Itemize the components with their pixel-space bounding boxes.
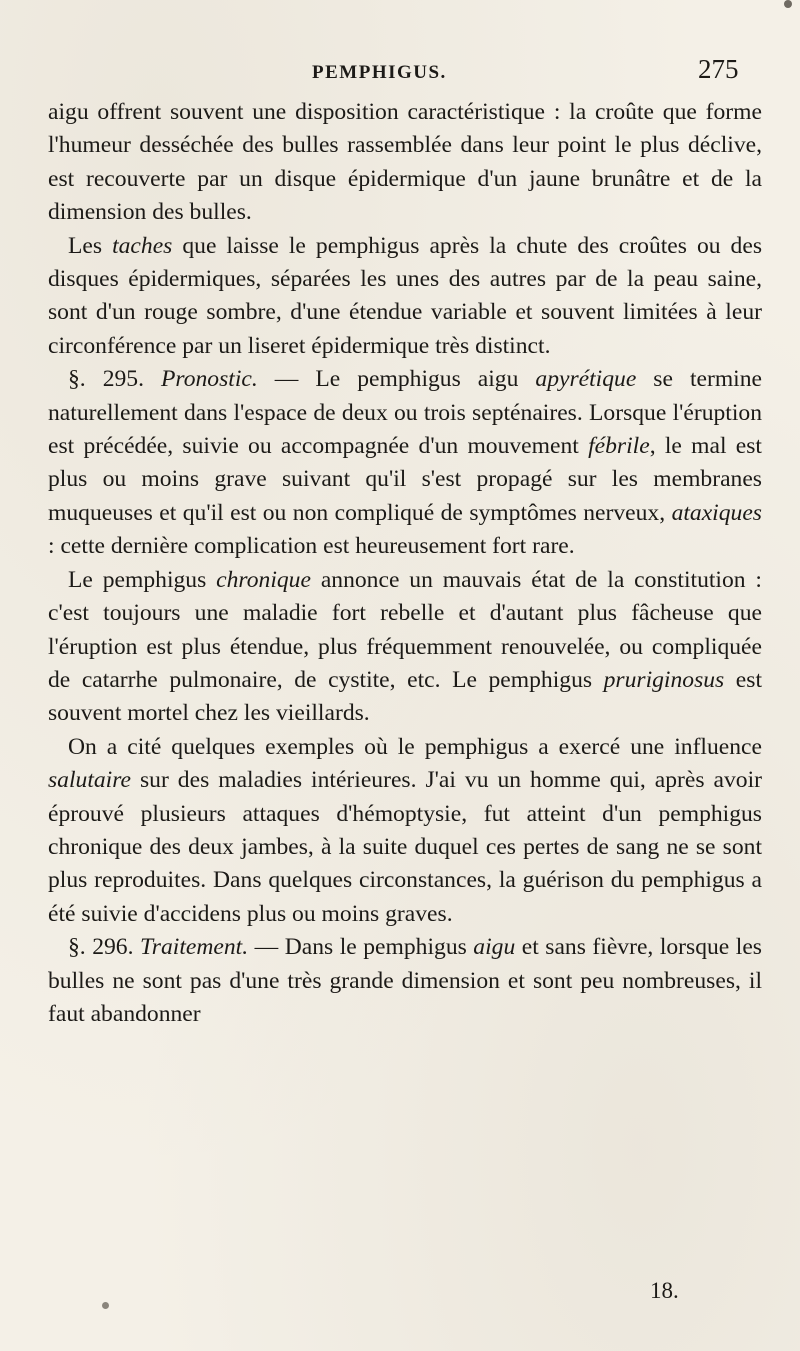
- text-run: — Dans le pemphigus: [248, 934, 474, 961]
- text-run: est souvent mortel chez les vieillards.: [48, 666, 762, 727]
- body-text: [48, 96, 762, 1031]
- text-run: Le pemphigus: [68, 566, 217, 593]
- section-heading: Traitement.: [139, 934, 249, 961]
- paragraph-traitement: [48, 931, 762, 1031]
- section-heading: Pronostic.: [160, 366, 258, 393]
- text-run: , le mal est plus ou moins grave suivant qu'il s'est propagé sur les membranes muqueuses et qu'il est ou non compliqué de symptômes nerveux,: [48, 433, 762, 526]
- text-run: se termine naturellement dans l'espace de deux ou trois septénaires. Lorsque l'éruption est précédée, suivie ou accompagnée d'un mouvement: [48, 366, 763, 460]
- italic-term: ataxiques: [671, 499, 762, 526]
- paragraph-chronique: [48, 564, 762, 731]
- ink-speck: [784, 0, 792, 8]
- text-run: sur des maladies intérieures. J'ai vu un homme qui, après avoir éprouvé plusieurs attaques d'hémoptysie, fut atteint d'un pemphigus chronique des deux jambes, à la suite duquel ces pertes de sang ne se sont plus reproduites. Dans quelques circonstances, la guérison du pemphigus a été suivie d'accidens plus ou moins graves.: [48, 767, 762, 927]
- page-number: 275: [698, 54, 739, 84]
- text-run: — Le pemphigus aigu: [257, 366, 536, 393]
- paragraph-pronostic: [48, 363, 762, 563]
- running-title: PEMPHIGUS.: [312, 62, 447, 83]
- signature-mark: 18.: [650, 1278, 679, 1303]
- text-run: annonce un mauvais état de la constitution : c'est toujours une maladie fort rebelle et d'autant plus fâcheuse que l'éruption est plus étendue, plus fréquemment renouvelée, ou compliquée de catarrhe pulmonaire, de cystite, etc. Le pemphigus: [48, 566, 762, 693]
- italic-term: chronique: [216, 566, 311, 593]
- text-run: et sans fièvre, lorsque les bulles ne sont pas d'une très grande dimension et sont peu nombreuses, il faut abandonner: [48, 934, 762, 1027]
- section-number: §. 296.: [68, 934, 140, 961]
- italic-term: salutaire: [48, 767, 132, 794]
- italic-term: pruriginosus: [603, 666, 725, 693]
- paragraph-continuation: [48, 96, 762, 230]
- text-run: que laisse le pemphigus après la chute des croûtes ou des disques épidermiques, séparées les unes des autres par de la peau saine, sont d'un rouge sombre, d'une étendue variable et souvent limitées à leur circonférence par un liseret épidermique très distinct.: [48, 232, 762, 359]
- italic-term: fébrile: [588, 433, 650, 460]
- page-header: [0, 54, 800, 88]
- text-run: On a cité quelques exemples où le pemphigus a exercé une influence: [68, 733, 762, 760]
- paragraph-text: aigu offrent souvent une disposition caractéristique : la croûte que forme l'humeur desséchée des bulles rassemblée dans leur point le plus déclive, est recouverte par un disque épidermique d'un jaune brunâtre et de la dimension des bulles.: [48, 99, 762, 226]
- section-number: §. 295.: [68, 366, 161, 393]
- italic-term: aigu: [473, 934, 516, 961]
- ink-speck: [102, 1302, 109, 1309]
- italic-term: taches: [112, 232, 173, 259]
- italic-term: apyrétique: [535, 366, 637, 393]
- paragraph-taches: [48, 230, 762, 364]
- paragraph-exemples: [48, 731, 762, 931]
- text-run: : cette dernière complication est heureusement fort rare.: [48, 533, 575, 560]
- text-run: Les: [68, 232, 113, 259]
